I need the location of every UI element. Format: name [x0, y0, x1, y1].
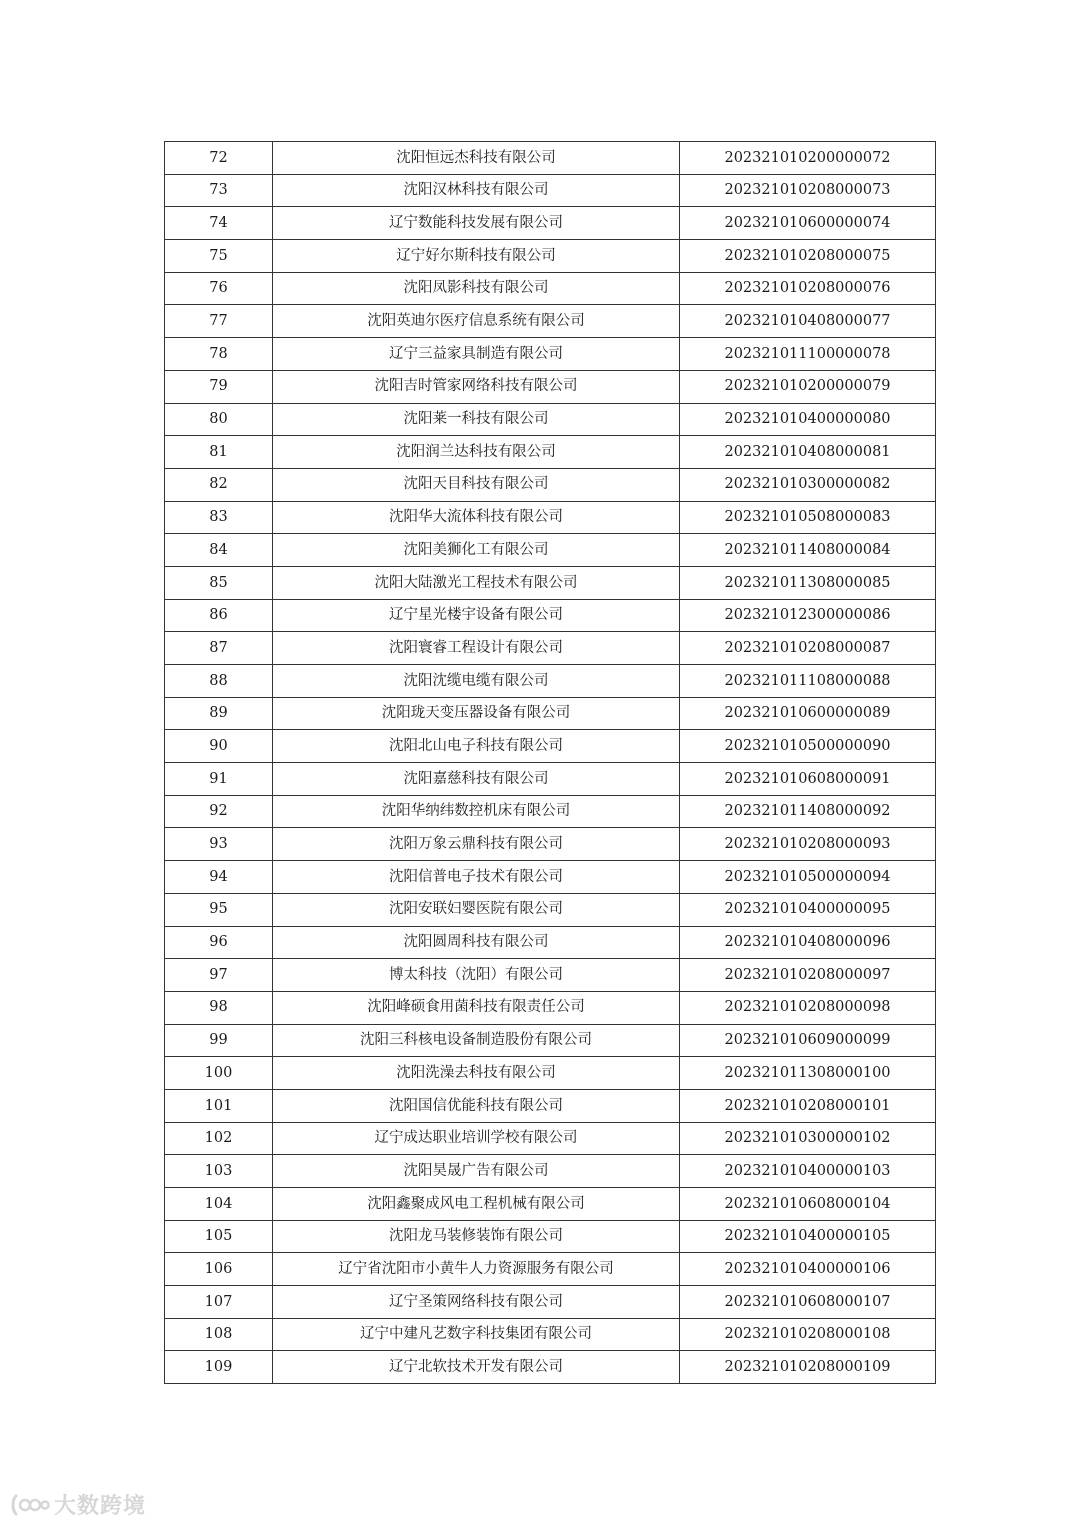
registration-code-cell: 202321010600000074 [680, 207, 936, 240]
row-number-cell: 85 [165, 566, 273, 599]
row-number-cell: 74 [165, 207, 273, 240]
table-row [165, 1122, 936, 1155]
table-row [165, 1253, 936, 1286]
row-number-cell: 86 [165, 599, 273, 632]
company-name-cell: 沈阳美狮化工有限公司 [273, 534, 680, 567]
company-name-cell: 辽宁三益家具制造有限公司 [273, 338, 680, 371]
registration-code-cell: 202321010208000093 [680, 828, 936, 861]
row-number-cell: 95 [165, 893, 273, 926]
row-number-cell: 91 [165, 763, 273, 796]
table-row [165, 893, 936, 926]
registration-code-cell: 202321010508000083 [680, 501, 936, 534]
registration-code-cell: 202321010208000076 [680, 272, 936, 305]
row-number-cell: 80 [165, 403, 273, 436]
row-number-cell: 94 [165, 861, 273, 894]
row-number-cell: 109 [165, 1351, 273, 1384]
registration-code-cell: 202321010600000089 [680, 697, 936, 730]
registration-code-cell: 202321010608000107 [680, 1286, 936, 1319]
row-number-cell: 73 [165, 174, 273, 207]
table-row [165, 730, 936, 763]
registration-code-cell: 202321011408000084 [680, 534, 936, 567]
registration-code-cell: 202321010208000097 [680, 959, 936, 992]
row-number-cell: 108 [165, 1318, 273, 1351]
row-number-cell: 97 [165, 959, 273, 992]
registration-code-cell: 202321010500000090 [680, 730, 936, 763]
company-name-cell: 辽宁数能科技发展有限公司 [273, 207, 680, 240]
registration-code-cell: 202321010208000098 [680, 991, 936, 1024]
company-list-table [164, 141, 936, 1384]
registration-code-cell: 202321010208000075 [680, 240, 936, 273]
row-number-cell: 77 [165, 305, 273, 338]
row-number-cell: 88 [165, 665, 273, 698]
row-number-cell: 89 [165, 697, 273, 730]
company-name-cell: 辽宁中建凡艺数字科技集团有限公司 [273, 1318, 680, 1351]
row-number-cell: 81 [165, 436, 273, 469]
company-name-cell: 沈阳龙马装修装饰有限公司 [273, 1220, 680, 1253]
table-row [165, 142, 936, 175]
table-row [165, 991, 936, 1024]
registration-code-cell: 202321010609000099 [680, 1024, 936, 1057]
company-name-cell: 沈阳嘉慈科技有限公司 [273, 763, 680, 796]
company-name-cell: 沈阳三科核电设备制造股份有限公司 [273, 1024, 680, 1057]
row-number-cell: 106 [165, 1253, 273, 1286]
company-name-cell: 沈阳大陆激光工程技术有限公司 [273, 566, 680, 599]
company-name-cell: 辽宁成达职业培训学校有限公司 [273, 1122, 680, 1155]
row-number-cell: 90 [165, 730, 273, 763]
registration-code-cell: 202321011308000100 [680, 1057, 936, 1090]
row-number-cell: 96 [165, 926, 273, 959]
table-row [165, 959, 936, 992]
table-row [165, 828, 936, 861]
company-name-cell: 博太科技（沈阳）有限公司 [273, 959, 680, 992]
company-name-cell: 辽宁好尔斯科技有限公司 [273, 240, 680, 273]
registration-code-cell: 202321010208000109 [680, 1351, 936, 1384]
company-name-cell: 沈阳汉林科技有限公司 [273, 174, 680, 207]
table-row [165, 468, 936, 501]
row-number-cell: 104 [165, 1188, 273, 1221]
company-name-cell: 沈阳峰硕食用菌科技有限责任公司 [273, 991, 680, 1024]
registration-code-cell: 202321011308000085 [680, 566, 936, 599]
registration-code-cell: 202321010208000087 [680, 632, 936, 665]
company-name-cell: 沈阳珑天变压器设备有限公司 [273, 697, 680, 730]
row-number-cell: 103 [165, 1155, 273, 1188]
registration-code-cell: 202321011408000092 [680, 795, 936, 828]
registration-code-cell: 202321010200000079 [680, 370, 936, 403]
table-row [165, 1089, 936, 1122]
row-number-cell: 92 [165, 795, 273, 828]
brand-logo-icon [10, 1492, 50, 1518]
table-row [165, 501, 936, 534]
table-row [165, 1024, 936, 1057]
company-name-cell: 辽宁星光楼宇设备有限公司 [273, 599, 680, 632]
table-row [165, 697, 936, 730]
table-row [165, 305, 936, 338]
table-row [165, 763, 936, 796]
registration-code-cell: 202321010300000102 [680, 1122, 936, 1155]
company-name-cell: 辽宁省沈阳市小黄牛人力资源服务有限公司 [273, 1253, 680, 1286]
registration-code-cell: 202321010408000081 [680, 436, 936, 469]
table-row [165, 207, 936, 240]
row-number-cell: 75 [165, 240, 273, 273]
registration-code-cell: 202321010408000077 [680, 305, 936, 338]
company-name-cell: 沈阳万象云鼎科技有限公司 [273, 828, 680, 861]
registration-code-cell: 202321010400000095 [680, 893, 936, 926]
table-row [165, 436, 936, 469]
company-name-cell: 沈阳凤影科技有限公司 [273, 272, 680, 305]
row-number-cell: 102 [165, 1122, 273, 1155]
row-number-cell: 98 [165, 991, 273, 1024]
table-row [165, 861, 936, 894]
registration-code-cell: 202321010400000106 [680, 1253, 936, 1286]
row-number-cell: 76 [165, 272, 273, 305]
company-name-cell: 沈阳莱一科技有限公司 [273, 403, 680, 436]
company-name-cell: 沈阳寰睿工程设计有限公司 [273, 632, 680, 665]
registration-code-cell: 202321010608000104 [680, 1188, 936, 1221]
company-name-cell: 沈阳昊晟广告有限公司 [273, 1155, 680, 1188]
company-name-cell: 沈阳北山电子科技有限公司 [273, 730, 680, 763]
table-row [165, 1220, 936, 1253]
registration-code-cell: 202321011108000088 [680, 665, 936, 698]
company-name-cell: 沈阳润兰达科技有限公司 [273, 436, 680, 469]
table-row [165, 795, 936, 828]
row-number-cell: 72 [165, 142, 273, 175]
table-row [165, 338, 936, 371]
row-number-cell: 79 [165, 370, 273, 403]
row-number-cell: 99 [165, 1024, 273, 1057]
registration-code-cell: 202321010500000094 [680, 861, 936, 894]
table-row [165, 566, 936, 599]
row-number-cell: 83 [165, 501, 273, 534]
registration-code-cell: 202321010400000080 [680, 403, 936, 436]
company-name-cell: 沈阳华纳纬数控机床有限公司 [273, 795, 680, 828]
row-number-cell: 93 [165, 828, 273, 861]
registration-code-cell: 202321010200000072 [680, 142, 936, 175]
table-row [165, 665, 936, 698]
table-row [165, 1155, 936, 1188]
row-number-cell: 82 [165, 468, 273, 501]
registration-code-cell: 202321010608000091 [680, 763, 936, 796]
table-row [165, 370, 936, 403]
table-row [165, 1286, 936, 1319]
registration-code-cell: 202321010208000101 [680, 1089, 936, 1122]
table-row [165, 1351, 936, 1384]
registration-code-cell: 202321010208000073 [680, 174, 936, 207]
row-number-cell: 78 [165, 338, 273, 371]
watermark [10, 1489, 146, 1520]
registration-code-cell: 202321010400000103 [680, 1155, 936, 1188]
company-name-cell: 沈阳华大流体科技有限公司 [273, 501, 680, 534]
company-name-cell: 沈阳吉时管家网络科技有限公司 [273, 370, 680, 403]
registration-code-cell: 202321012300000086 [680, 599, 936, 632]
company-name-cell: 沈阳洗澡去科技有限公司 [273, 1057, 680, 1090]
table-row [165, 272, 936, 305]
row-number-cell: 101 [165, 1089, 273, 1122]
company-name-cell: 沈阳圆周科技有限公司 [273, 926, 680, 959]
registration-code-cell: 202321010300000082 [680, 468, 936, 501]
company-name-cell: 沈阳鑫聚成风电工程机械有限公司 [273, 1188, 680, 1221]
table-row [165, 1057, 936, 1090]
company-name-cell: 辽宁北软技术开发有限公司 [273, 1351, 680, 1384]
company-name-cell: 沈阳国信优能科技有限公司 [273, 1089, 680, 1122]
row-number-cell: 107 [165, 1286, 273, 1319]
table-row [165, 534, 936, 567]
company-name-cell: 沈阳恒远杰科技有限公司 [273, 142, 680, 175]
company-name-cell: 沈阳信普电子技术有限公司 [273, 861, 680, 894]
company-name-cell: 沈阳安联妇婴医院有限公司 [273, 893, 680, 926]
table-row [165, 1318, 936, 1351]
table-body [165, 142, 936, 1384]
table-row [165, 403, 936, 436]
table-row [165, 599, 936, 632]
row-number-cell: 100 [165, 1057, 273, 1090]
registration-code-cell: 202321011100000078 [680, 338, 936, 371]
row-number-cell: 84 [165, 534, 273, 567]
table-row [165, 1188, 936, 1221]
watermark-text: 大数跨境 [54, 1494, 147, 1519]
row-number-cell: 105 [165, 1220, 273, 1253]
registration-code-cell: 202321010400000105 [680, 1220, 936, 1253]
registration-code-cell: 202321010208000108 [680, 1318, 936, 1351]
company-name-cell: 沈阳英迪尔医疗信息系统有限公司 [273, 305, 680, 338]
table-row [165, 632, 936, 665]
table-row [165, 174, 936, 207]
registration-code-cell: 202321010408000096 [680, 926, 936, 959]
company-name-cell: 辽宁圣策网络科技有限公司 [273, 1286, 680, 1319]
table-row [165, 240, 936, 273]
table-row [165, 926, 936, 959]
company-name-cell: 沈阳天目科技有限公司 [273, 468, 680, 501]
row-number-cell: 87 [165, 632, 273, 665]
company-name-cell: 沈阳沈缆电缆有限公司 [273, 665, 680, 698]
